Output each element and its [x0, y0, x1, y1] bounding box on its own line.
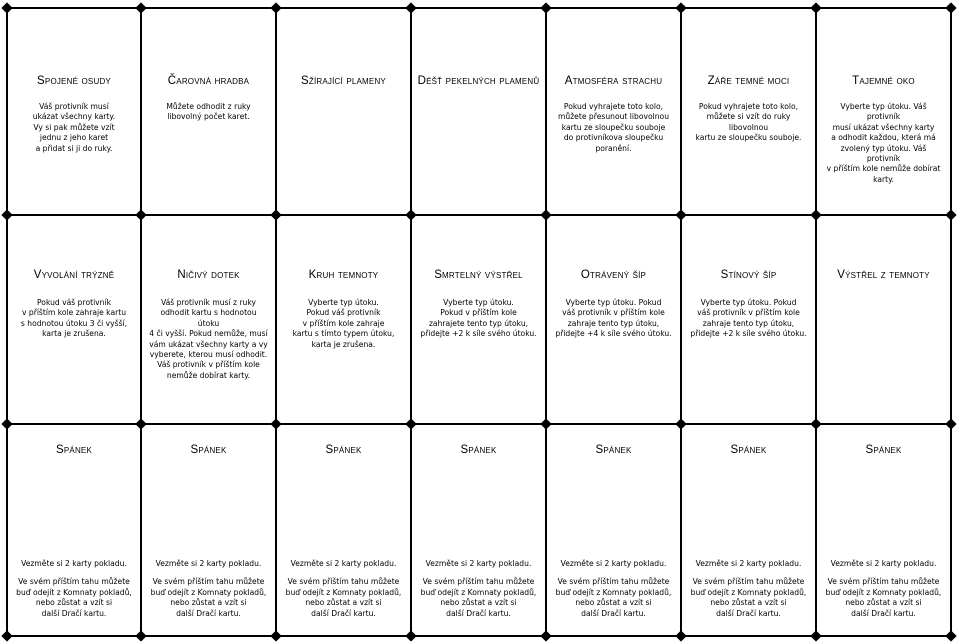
card [411, 424, 546, 636]
card-text-line: nebo zůstat a vzít si [575, 598, 652, 608]
card-text-reward: Vezměte si 2 karty pokladu. [425, 559, 532, 568]
card-title: Spánek [460, 444, 497, 456]
card-text-line: buď odejít z Komnaty pokladů, [16, 587, 132, 597]
card-title: Smrtelný výstřel [434, 269, 523, 281]
card-title: Otrávený šíp [580, 269, 647, 281]
card [276, 8, 411, 215]
card-text-line: vyberete, kterou musí odhodit. [149, 350, 268, 360]
card-text-line: nebo zůstat a vzít si [440, 598, 517, 608]
card-text-line: ukázat všechny karty. [32, 112, 116, 122]
card-text-line: nebo zůstat a vzít si [170, 598, 247, 608]
card-text-line: Ve svém příštím tahu můžete [827, 577, 940, 587]
card-text [8, 577, 140, 619]
card-text-line: Váš protivník musí z ruky [160, 298, 256, 307]
card-text-line: můžete přesunout libovolnou [557, 112, 670, 122]
card-text [550, 102, 677, 154]
card-text-line: Ve svém příštím tahu můžete [692, 577, 805, 587]
card-text-line: další Dračí kartu. [311, 608, 376, 618]
card-text-line: Pokud vyhrajete toto kolo, [698, 102, 799, 111]
card-title: Výstřel z temnoty [837, 269, 930, 281]
card-title: Déšť pekelných plamenů [417, 75, 540, 87]
card-text-line: zvolený typ útoku. Váš protivník [840, 143, 927, 164]
card-title: Spánek [325, 444, 362, 456]
card-text-line: Ve svém příštím tahu můžete [18, 577, 130, 587]
card [276, 215, 411, 424]
card-text-reward: Vezměte si 2 karty pokladu. [21, 559, 127, 568]
card-text-line: nebo zůstat a vzít si [35, 598, 113, 608]
card-text-line: další Dračí kartu. [41, 608, 107, 618]
card-text-line: Vyberte typ útoku. Pokud [565, 298, 662, 307]
card-text-line: kartu s tímto typem útoku, [292, 329, 395, 339]
card [816, 424, 951, 636]
card-text-reward: Vezměte si 2 karty pokladu. [830, 559, 937, 568]
card-text-line: nemůže dobírat karty. [166, 370, 251, 380]
card-text [25, 102, 123, 154]
card-text-line: Pokud vyhrajete toto kolo, [563, 102, 664, 111]
card-text-line: buď odejít z Komnaty pokladů, [420, 587, 537, 597]
card-text-line: Můžete odhodit z ruky [166, 102, 251, 111]
card-text-line: Vyberte typ útoku. Váš protivník [840, 102, 927, 122]
card [816, 215, 951, 424]
card-text-line: nebo zůstat a vzít si [845, 598, 922, 608]
card-text-line: zahrajete tento typ útoku, [428, 318, 529, 328]
card-text-line: odhodit kartu s hodnotou útoku [160, 308, 257, 328]
card-text-reward: Vezměte si 2 karty pokladu. [290, 559, 397, 568]
card-text-line: Vyberte typ útoku. [443, 298, 514, 307]
card-text [818, 577, 950, 619]
card-text-line: další Dračí kartu. [581, 608, 646, 618]
card [411, 215, 546, 424]
card-text-line: buď odejít z Komnaty pokladů, [285, 587, 402, 597]
card-text-line: buď odejít z Komnaty pokladů, [150, 587, 267, 597]
card-text-line: karta je zrušena. [42, 329, 106, 339]
card-text-line: přidejte +4 k síle svého útoku. [555, 329, 672, 339]
card [681, 215, 816, 424]
card-text-line: váš protivník v příštím kole [562, 308, 665, 318]
card-text-line: Ve svém příštím tahu můžete [152, 577, 265, 587]
card-text [285, 298, 403, 350]
card-text-reward: Vezměte si 2 karty pokladu. [695, 559, 802, 568]
card-text [548, 577, 680, 619]
card [681, 8, 816, 215]
card-title: Spánek [56, 444, 92, 456]
card-text-reward: Vezměte si 2 karty pokladu. [155, 559, 262, 568]
card-text-line: jednu z jeho karet [39, 133, 109, 143]
card-text-line: buď odejít z Komnaty pokladů, [555, 587, 672, 597]
card-text-reward: Vezměte si 2 karty pokladu. [560, 559, 667, 568]
card-title: Atmosféra strachu [564, 75, 663, 87]
card-title: Tajemné oko [852, 75, 915, 87]
card-text [278, 577, 410, 619]
card-text [683, 577, 815, 619]
card-text-line: Pokud váš protivník [306, 308, 381, 318]
card-text-line: Vyberte typ útoku. Pokud [700, 298, 797, 307]
card-text [412, 298, 544, 340]
card-text-line: další Dračí kartu. [176, 608, 241, 618]
card-text-line: 4 či vyšší. Pokud nemůže, musí [149, 329, 268, 339]
card-text-line: přidejte +2 k síle svého útoku. [420, 329, 537, 339]
card-text-line: Váš protivník v příštím kole [157, 360, 260, 370]
card-text-line: musí ukázat všechny karty [832, 122, 935, 132]
card-text [413, 577, 545, 619]
card-text-line: karta je zrušena. [311, 339, 376, 349]
card-text-line: kartu ze sloupečku souboje [561, 122, 666, 132]
card-text [158, 102, 258, 123]
card-text-line: nebo zůstat a vzít si [710, 598, 787, 608]
card [546, 215, 681, 424]
card-text-line: vám ukázat všechny karty a vy [149, 339, 268, 349]
card-text-line: kartu ze sloupečku souboje. [695, 133, 802, 143]
card-text-line: v příštím kole zahraje kartu [21, 308, 127, 318]
card-text-line: v příštím kole nemůže dobírat [826, 164, 941, 174]
card-title: Sžírající plameny [301, 75, 386, 87]
card-text-line: další Dračí kartu. [446, 608, 511, 618]
card-text [816, 102, 951, 185]
card-title: Spánek [190, 444, 227, 456]
card-title: Vyvolání trýzně [33, 269, 115, 281]
card-title: Čarovná hradba [167, 75, 250, 87]
card [411, 8, 546, 215]
card-text-line: nebo zůstat a vzít si [305, 598, 382, 608]
card-title: Spánek [595, 444, 632, 456]
card-title: Ničivý dotek [177, 269, 240, 281]
card-text [681, 102, 816, 144]
card-text-line: Pokud v příštím kole [440, 308, 517, 318]
card-text-line: a přidat si ji do ruky. [35, 143, 113, 153]
card-text-line: Vy si pak můžete vzít [33, 122, 115, 132]
card-text-line: váš protivník v příštím kole [697, 308, 800, 318]
card [546, 424, 681, 636]
card [141, 8, 276, 215]
card-text [141, 298, 276, 381]
card-title: Záře temné moci [707, 75, 790, 87]
card-text [143, 577, 275, 619]
card-text-line: v příštím kole zahraje [302, 318, 385, 328]
card [141, 215, 276, 424]
card-text-line: Váš protivník musí [39, 102, 109, 111]
card-text [13, 298, 135, 340]
card-title: Stínový šíp [720, 269, 777, 281]
card [276, 424, 411, 636]
card [681, 424, 816, 636]
card [141, 424, 276, 636]
card-text-line: další Dračí kartu. [851, 608, 916, 618]
card-text-line: buď odejít z Komnaty pokladů, [825, 587, 942, 597]
card [7, 215, 141, 424]
card-text-line: Pokud váš protivník [36, 298, 111, 307]
card-text-line: další Dračí kartu. [716, 608, 781, 618]
card-text-line: Ve svém příštím tahu můžete [287, 577, 400, 587]
card [7, 8, 141, 215]
card-text [547, 298, 679, 340]
card-text-line: přidejte +2 k síle svého útoku. [690, 329, 807, 339]
card-text-line: do protivníkova sloupečku [563, 133, 664, 143]
card-title: Kruh temnoty [308, 269, 379, 281]
card-title: Spánek [865, 444, 902, 456]
card-text-line: a odhodit každou, která má [831, 133, 936, 143]
card-text-line: zahraje tento typ útoku, [567, 318, 660, 328]
card-text-line: libovolný počet karet. [167, 112, 250, 122]
card-text-line: karty. [873, 174, 894, 184]
card-text-line: Ve svém příštím tahu můžete [422, 577, 535, 587]
card-text-line: zahraje tento typ útoku, [702, 318, 795, 328]
card-text-line: Ve svém příštím tahu můžete [557, 577, 670, 587]
card-title: Spojené osudy [37, 75, 111, 87]
card-text-line: poranění. [595, 143, 632, 153]
card-title: Spánek [730, 444, 767, 456]
card-text-line: můžete si vzít do ruky libovolnou [706, 112, 791, 132]
card-text-line: s hodnotou útoku 3 či vyšší, [20, 318, 128, 328]
card-text-line: Vyberte typ útoku. [308, 298, 379, 307]
card [816, 8, 951, 215]
card [7, 424, 141, 636]
card-text [682, 298, 814, 340]
card [546, 8, 681, 215]
card-text-line: buď odejít z Komnaty pokladů, [690, 587, 807, 597]
